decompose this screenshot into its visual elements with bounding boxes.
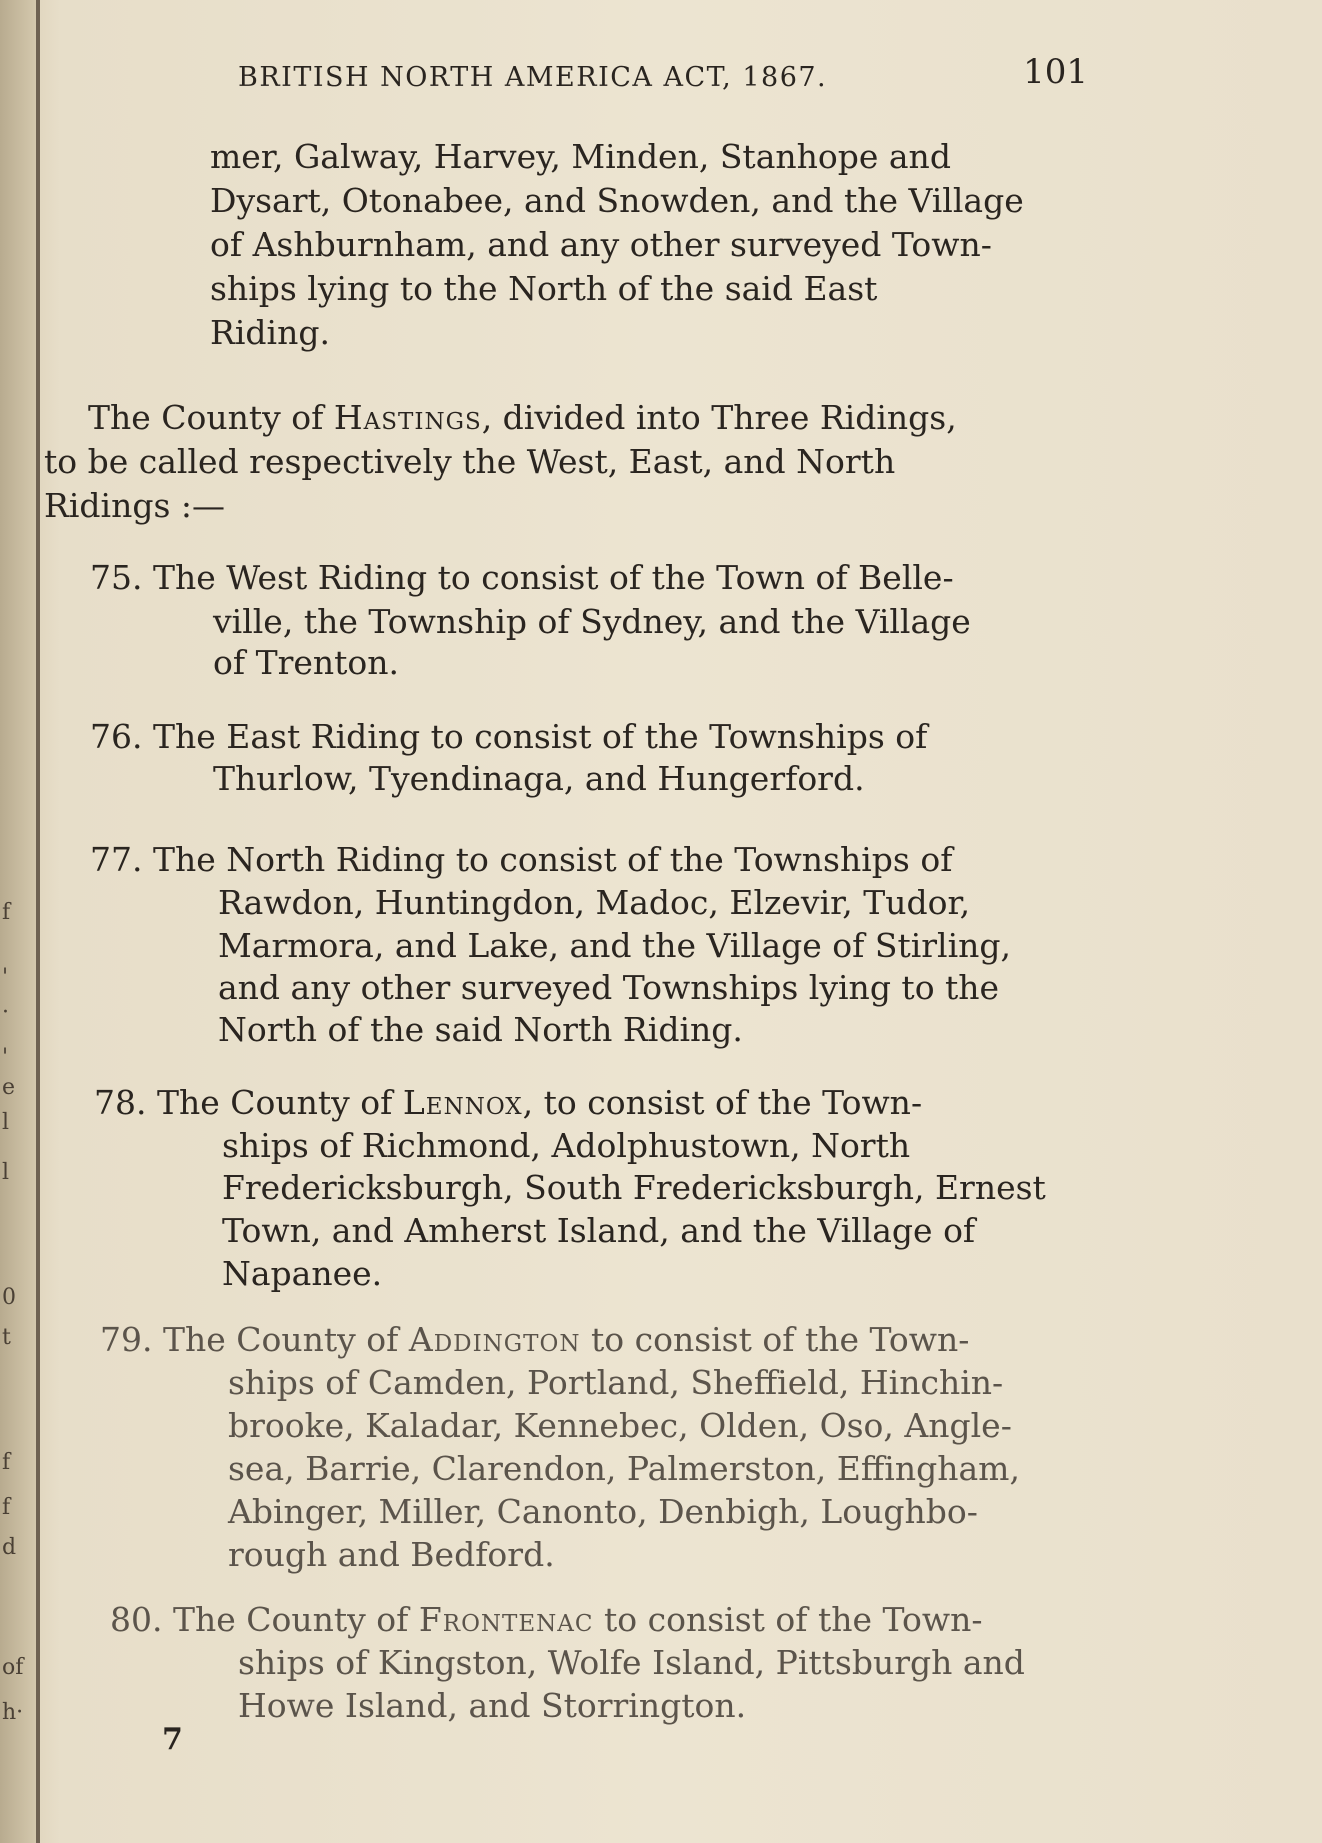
section-79 xyxy=(100,1320,969,1360)
section-number: 77. xyxy=(90,840,143,879)
text-line: Thurlow, Tyendinaga, and Hungerford. xyxy=(213,759,865,798)
text-line: North of the said North Riding. xyxy=(218,1010,743,1049)
book-spine xyxy=(36,0,40,1843)
county-name: Lennox xyxy=(402,1083,523,1122)
margin-mark: · xyxy=(2,1000,9,1025)
section-78 xyxy=(94,1083,922,1123)
margin-mark: f xyxy=(2,900,11,925)
signature-mark: 7 xyxy=(162,1722,183,1757)
text-line: brooke, Kaladar, Kennebec, Olden, Oso, Angle- xyxy=(228,1406,1012,1445)
margin-mark: of xyxy=(2,1655,24,1680)
text-line: ships of Camden, Portland, Sheffield, Hinchin- xyxy=(228,1363,1004,1402)
margin-mark: f xyxy=(2,1450,11,1475)
margin-mark: t xyxy=(2,1325,11,1350)
margin-mark: h· xyxy=(2,1700,24,1725)
section-number: 76. xyxy=(90,717,143,756)
margin-bleed-through xyxy=(0,0,36,1843)
margin-mark: 0 xyxy=(2,1285,16,1310)
text-line: mer, Galway, Harvey, Minden, Stanhope and xyxy=(210,137,951,176)
text-run: The County of xyxy=(172,1600,419,1639)
text-line: Rawdon, Huntingdon, Madoc, Elzevir, Tudor, xyxy=(218,883,971,922)
text-line xyxy=(88,398,957,438)
section-76 xyxy=(90,717,927,757)
text-line: to be called respectively the West, East, and North xyxy=(44,442,896,481)
text-line: Napanee. xyxy=(222,1254,383,1293)
text-line: Riding. xyxy=(210,313,330,352)
running-title: BRITISH NORTH AMERICA ACT, 1867. xyxy=(238,62,828,93)
section-number: 79. xyxy=(100,1320,153,1359)
text-run: The West Riding to consist of the Town of Belle- xyxy=(152,558,954,597)
county-name: Addington xyxy=(408,1320,581,1359)
text-line: ships lying to the North of the said East xyxy=(210,269,878,308)
text-line: rough and Bedford. xyxy=(228,1535,555,1574)
text-line: Howe Island, and Storrington. xyxy=(238,1686,747,1725)
text-line: Town, and Amherst Island, and the Village of xyxy=(222,1211,976,1250)
text-line: and any other surveyed Townships lying to the xyxy=(218,968,1000,1007)
section-number: 80. xyxy=(110,1600,163,1639)
text-line: ships of Richmond, Adolphustown, North xyxy=(222,1126,911,1165)
text-line: of Ashburnham, and any other surveyed Town- xyxy=(210,225,992,264)
margin-mark: f xyxy=(2,1495,11,1520)
text-line: ships of Kingston, Wolfe Island, Pittsburgh and xyxy=(238,1643,1025,1682)
running-header xyxy=(238,52,1088,102)
section-77 xyxy=(90,840,952,880)
page-number: 101 xyxy=(1023,52,1088,92)
text-run: , to consist of the Town- xyxy=(522,1083,923,1122)
margin-mark: ' xyxy=(2,965,9,990)
text-line: Marmora, and Lake, and the Village of Stirling, xyxy=(218,926,1012,965)
text-run: The County of xyxy=(156,1083,403,1122)
county-name: Hastings xyxy=(333,398,482,437)
text-run: The East Riding to consist of the Townships of xyxy=(152,717,928,756)
text-line: Abinger, Miller, Canonto, Denbigh, Loughbo- xyxy=(228,1492,978,1531)
margin-mark: d xyxy=(2,1535,17,1560)
margin-mark: l xyxy=(2,1110,10,1135)
text-line: of Trenton. xyxy=(213,643,400,682)
section-number: 78. xyxy=(94,1083,147,1122)
text-run: to consist of the Town- xyxy=(593,1600,983,1639)
text-line: ville, the Township of Sydney, and the Village xyxy=(213,602,971,641)
text-run: , divided into Three Ridings, xyxy=(481,398,957,437)
text-run: The North Riding to consist of the Townships of xyxy=(152,840,953,879)
text-line: sea, Barrie, Clarendon, Palmerston, Effingham, xyxy=(228,1449,1020,1488)
section-80 xyxy=(110,1600,983,1640)
margin-mark: ' xyxy=(2,1045,9,1070)
county-name: Frontenac xyxy=(418,1600,594,1639)
section-75 xyxy=(90,558,954,598)
text-line: Fredericksburgh, South Fredericksburgh, Ernest xyxy=(222,1168,1046,1207)
text-line: Ridings :— xyxy=(44,486,226,525)
margin-mark: e xyxy=(2,1075,16,1100)
section-number: 75. xyxy=(90,558,143,597)
text-run: to consist of the Town- xyxy=(580,1320,970,1359)
text-run: The County of xyxy=(162,1320,409,1359)
text-line: Dysart, Otonabee, and Snowden, and the Village xyxy=(210,181,1024,220)
text-run: The County of xyxy=(88,398,334,437)
margin-mark: l xyxy=(2,1160,10,1185)
